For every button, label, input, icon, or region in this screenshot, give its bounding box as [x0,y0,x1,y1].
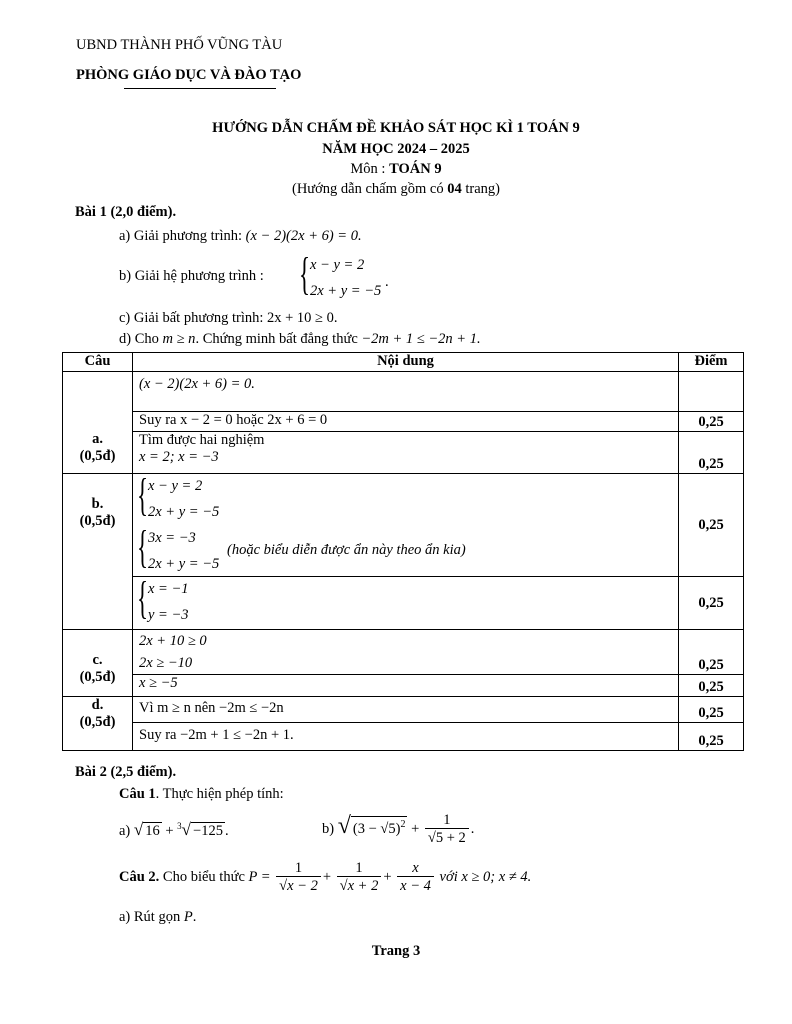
a-row2: Suy ra x − 2 = 0 hoặc 2x + 6 = 0 [133,412,679,432]
b-row2-points: 0,25 [679,577,744,630]
cau-b-label: b. (0,5đ) [63,474,133,630]
table-header-row [63,353,744,372]
a-row2-points: 0,25 [679,412,744,432]
d-row1-points: 0,25 [679,697,744,723]
table-row [63,577,744,630]
header-underline [124,88,276,89]
c-row2-points: 0,25 [679,675,744,697]
bai1-d: d) Cho m ≥ n. Chứng minh bất đẳng thức −2m + 1 ≤ −2n + 1. [119,331,481,347]
a-row3: Tìm được hai nghiệm x = 2; x = −3 [133,432,679,474]
bai2-heading: Bài 2 (2,5 điểm). [75,764,177,780]
a-row1: (x − 2)(2x + 6) = 0. [133,372,679,412]
table-row [63,697,744,723]
doc-title: HƯỚNG DẪN CHẤM ĐỀ KHẢO SÁT HỌC KÌ 1 TOÁN 9 [212,120,580,136]
b-row2: { x = −1 y = −3 [133,577,679,630]
bai1-c: c) Giải bất phương trình: 2x + 10 ≥ 0. [119,310,338,326]
a-row3-points: 0,25 [679,432,744,474]
cau-c-label: c. (0,5đ) [63,630,133,697]
bai2-cau2-a: a) Rút gọn P. [119,909,197,925]
bai2-cau1: Câu 1. Thực hiện phép tính: [119,786,284,802]
bai1-b-period: . [385,274,389,290]
c-row2: x ≥ −5 [133,675,679,697]
bai2-cau1-b: b) √ $(3 - √5)^2$ + $\frac{1}{√5 + 2}$ . [322,812,475,846]
bai2-cau1-a: a) √ 16 + $^3$√ −125 . [119,820,229,839]
d-row2-points: 0,25 [679,723,744,751]
c-row1: 2x + 10 ≥ 0 2x ≥ −10 [133,630,679,675]
table-row [63,372,744,412]
page-number: Trang 3 [371,943,421,959]
subject-line: Môn : TOÁN 9 [350,161,442,177]
table-row [63,432,744,474]
b-row1: { x − y = 2 2x + y = −5 { 3x = −3 2x + y = −5 (hoặc biểu diễn được ẩn này theo ẩn kia) [133,474,679,577]
bai1-a: a) Giải phương trình: (x − 2)(2x + 6) = 0. [119,228,362,244]
solution-table [62,352,744,751]
header-diem: Điểm [679,353,744,372]
header-noidung: Nội dung [133,353,679,372]
bai1-heading: Bài 1 (2,0 điểm). [75,204,177,220]
d-row1: Vì m ≥ n nên −2m ≤ −2n [133,697,679,723]
bai1-b-label: b) Giải hệ phương trình : [119,268,264,284]
header-cau: Câu [63,353,133,372]
cau-d-label: d. (0,5đ) [63,697,133,751]
cau-a-label: a. (0,5đ) [63,372,133,474]
b-row1-points: 0,25 [679,474,744,577]
page-count-note: (Hướng dẫn chấm gồm có 04 trang) [291,181,500,197]
d-row2: Suy ra −2m + 1 ≤ −2n + 1. [133,723,679,751]
c-row1-points: 0,25 [679,630,744,675]
table-row [63,412,744,432]
table-row [63,630,744,675]
table-row [63,474,744,577]
org-name: UBND THÀNH PHỐ VŨNG TÀU [76,37,283,53]
school-year: NĂM HỌC 2024 – 2025 [322,141,470,157]
b-note: (hoặc biểu diễn được ẩn này theo ẩn kia) [227,542,466,558]
dept-name: PHÒNG GIÁO DỤC VÀ ĐÀO TẠO [76,67,302,83]
table-row [63,675,744,697]
table-row [63,723,744,751]
bai2-cau2: Câu 2. Cho biểu thức P = $\frac{1}{√x - 2}$ + $\frac{1}{√x + 2}$ + $\frac{x}{x - 4}$ với x ≥ 0; x ≠ 4. [119,860,532,894]
